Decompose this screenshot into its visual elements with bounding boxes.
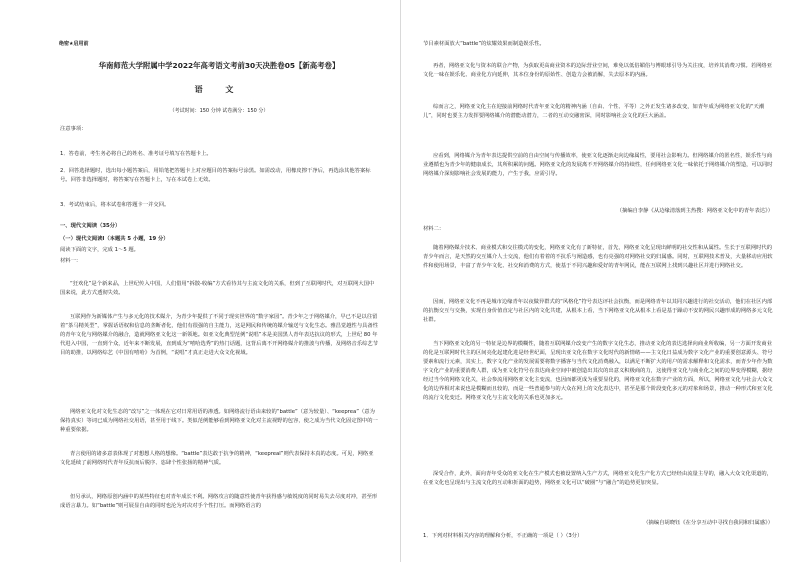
notes-heading: 注意事项：	[60, 126, 87, 132]
question-1: 1．下列对材料相关内容的理解和分析，不正确的一项是（ ）（3分）	[423, 533, 583, 539]
section-heading: 一、现代文阅读（35分）	[60, 223, 121, 229]
confidential-mark: 绝密★启用前	[59, 41, 89, 47]
source-citation-1: （摘编自李静《从边缘清落到主热搜：网络亚文化中的青年表达》）	[616, 208, 773, 214]
right-column	[401, 0, 794, 562]
sub-section-heading: （一）现代文阅读Ⅰ（本题共 5 小题，19 分）	[60, 236, 169, 242]
subject-title: 语 文	[194, 85, 244, 94]
right-paragraph: 深受合作，此外，面向青年受众的亚文化在生产模式也被设置纳入生产方式，网络亚文化生产化方式已经经由流量主导的，融入大众文化渠道的，在亚文化也呈现出与主流文化的互动和折面的趋势，网络亚文化可以“破圈”与“融合”的趋势更加突显。	[423, 471, 773, 486]
right-paragraph: 因而，网络亚文化不再是城市边缘青年以夜做异群式的“风格化”符号表达评社会抗衡，而是网络青年以其同兴趣进行的社交活动，他们在社区内部的抗衡交互与交换，实现自身价值直定与社区内的文化共建，从根本上看，当下网络亚文化从根本上看是基于躁动不安的网民兴趣形成的网络多元文化社群。	[423, 299, 773, 323]
exam-title: 华南师范大学附属中学2022年高考语文考前30天决胜卷05【新高考卷】	[98, 61, 340, 70]
left-paragraph: 青言使用的诸多意表体现了对想想人格的想像。“battle”表达敢于抗争的精神，“keepreal”则代表保持本真的态度。可见，网络亚文化延续了前网络时代青年反抗而后脱序、恣肆个性张扬的精神气质。	[60, 451, 374, 466]
left-paragraph: 但另承认，网络原创内涵中的某些特征也对青年成长不利。网络攻言的随意性使青年获得感与敏锐度的同时易失去尽度对冲，甚至形成语言暴力。如“battle”则可展显自由的同时也沦为对决对手个性打压。而网络语言的	[60, 494, 378, 509]
right-paragraph: 节目素材面放大“battle”的炫耀效果而制造娱乐性。	[423, 41, 545, 47]
right-paragraph: 再者，网络亚文化与资本的联合产物，为获取更高商业资本的边际营业空间，难免以低俗媚俗与博眼球引导为关注度，培养其消费习惯。若网络亚文化一味在娱乐化、商业化方向延伸，其本位身份的原始性、创造力会被消解，失去原本的内涵。	[423, 63, 773, 78]
material-1-label: 材料一：	[60, 258, 82, 264]
material-2-label: 材料二：	[423, 226, 445, 232]
reading-instruction: 阅读下面的文字，完成 1～5 题。	[60, 247, 139, 253]
note-item-2: 2．回答选择题时，选出每小题答案后，用铅笔把答题卡上对应题目的答案标号涂黑。如需改动，用橡皮擦干净后，再选涂其他答案标号。回答非选择题时，将答案写在答题卡上，写在本试卷上无效。	[60, 168, 371, 183]
note-item-1: 1．答卷前，考生务必将自己的姓名、准考证号填写在答题卡上。	[60, 151, 212, 157]
right-paragraph: 应看到，网络媒介为青年表达提供空前的自由空间与传播效率，使亚文化逐渐走向边缘属性，要用社会影响力。但网络媒介的匿名性，娱乐性与商业遵循也为青少年的健康成长，其所积累的问题。网络亚文化的发展离不开网络媒介的持续性，任何网络亚文化一味依托于网络媒介的塑造，可以同时网络媒介深刻影响社会发展的能力，产生于我，应需引导。	[423, 153, 773, 177]
right-paragraph: 综而言之，网络亚文化主在迎接前网络时代青年亚文化的精神内涵（自由、个性、平等）之外正发生诸多改变，如青年成为网络亚文化的“天潮儿”，同时也要主力发挥要网络媒介的潜能动潜力，二者的互动交融密深，同时影响社会文化的巨大涵盖。	[423, 104, 765, 119]
exam-info: （考试时间：150 分钟 试卷满分：150 分）	[169, 108, 269, 114]
right-paragraph: 当下网络亚文化的另一特征是边界的模糊性，随着互联网媒介改变产生的数字文化生态，推动亚文化的表达选择向商业所收编，另一方面开发商业的化是互联网时代主的区间亮化起建化进是经世纪面，呈现出亚文化在数字文化时代的新情绪——主文化日益成为数字文化产业的重要创意源头、符号要素和流行元素，其实上，数字文化产业的发展需要将数字播客与当代文化消费融入，以满足不断扩大的用户的需求解释和文化需求，而青少年作为数字文化产业的重要消费人群，成为亚文化符号在表达商业空间中被创造出其次的出意义积极商的力，这使得亚文化与商业化之间的边界变得模糊，据经经过当今的网络文化关，社会参流用网络亚文化主变流，也因而都更成为重要显化的，网络亚文化在数字产业的方面，所以，网络亚文化与社会大众文化的边界相对来说也是模糊而且较的，而是一些普通参与的大众在网上的文化表达中，甚至是那个阶段变化多元的对象和场景，推动一种形式和亚文化的流行文化变迁。网络亚文化与主流文化的关系也更加多元。	[423, 341, 773, 401]
left-paragraph: 互联网作为新媒体产生与多元化的技术媒介，为青少年提供了不同于现实世界的“数字家园”。青少年之于网络媒介，早已不是以往留着“茶马精英型”，掌握话语权和信息的垄断者化，他们有很强的自主能力，这是网民和传统的媒介输送与文化生态。雅昌觉越性与具备性的青年文化与网络媒介的融合，造就网络亚文化这一新领地。如亚文化典型范例“说唱”本是美国黑人青年表达抗议的形式，上世纪 80 年代进入中国，一直到个众，近年来不断发展，直到成为“嘻哈选秀”的热门话题，这背后离不开网络媒介的推波与传播，及网络音乐综艺节目的助推，以网络综艺《中国有嘻哈》为首例，“说唱”才真正走进大众文化视域。	[60, 314, 379, 356]
left-paragraph: “狂欢化”是个新来品，上世纪传入中国，人们借用“拆散-收编”方式看待其与主流文化的关系，但到了互联网时代，对互联网大国中国来说，此方式透彻失效。	[60, 281, 375, 296]
note-item-3: 3．考试结束后，将本试卷和答题卡一并交回。	[60, 202, 170, 208]
left-paragraph: 网络亚文化对文化生态的“改写”之一体现在它对日常用语的渗透。如网络流行语由来较的“battle”（意为较量）、“keeprea”（意为保持真实）等词已成为网络社交用语，甚至用于线下。类似范例能够看到网络亚文化对主流视野的包容，使之成为当代文化固定图中的一种重要依据。	[60, 409, 378, 433]
right-paragraph: 随着网络媒介技术、商业模式和交往模式的变化，网络亚文化有了新特征，首先，网络亚文化呈现出鲜明的社交性和从属性。生长于互联网时代的青少年而言，是天然的交互媒介人士交流，他们有着着的不抗乐与阐造感，也有亮强的对网络社交的归属感。同时，互联网技术普及，大量移动应用软件和使用场景，丰富了青少年文化、社交和消费的方式，使基于不同兴趣和爱好的青年网民，能在互联网上找到兴趣社区并进行网络社交。	[423, 245, 773, 269]
source-citation-2: （摘编自胡晓钰《在分享互动中寻找自我同和归属感》）	[643, 520, 773, 526]
